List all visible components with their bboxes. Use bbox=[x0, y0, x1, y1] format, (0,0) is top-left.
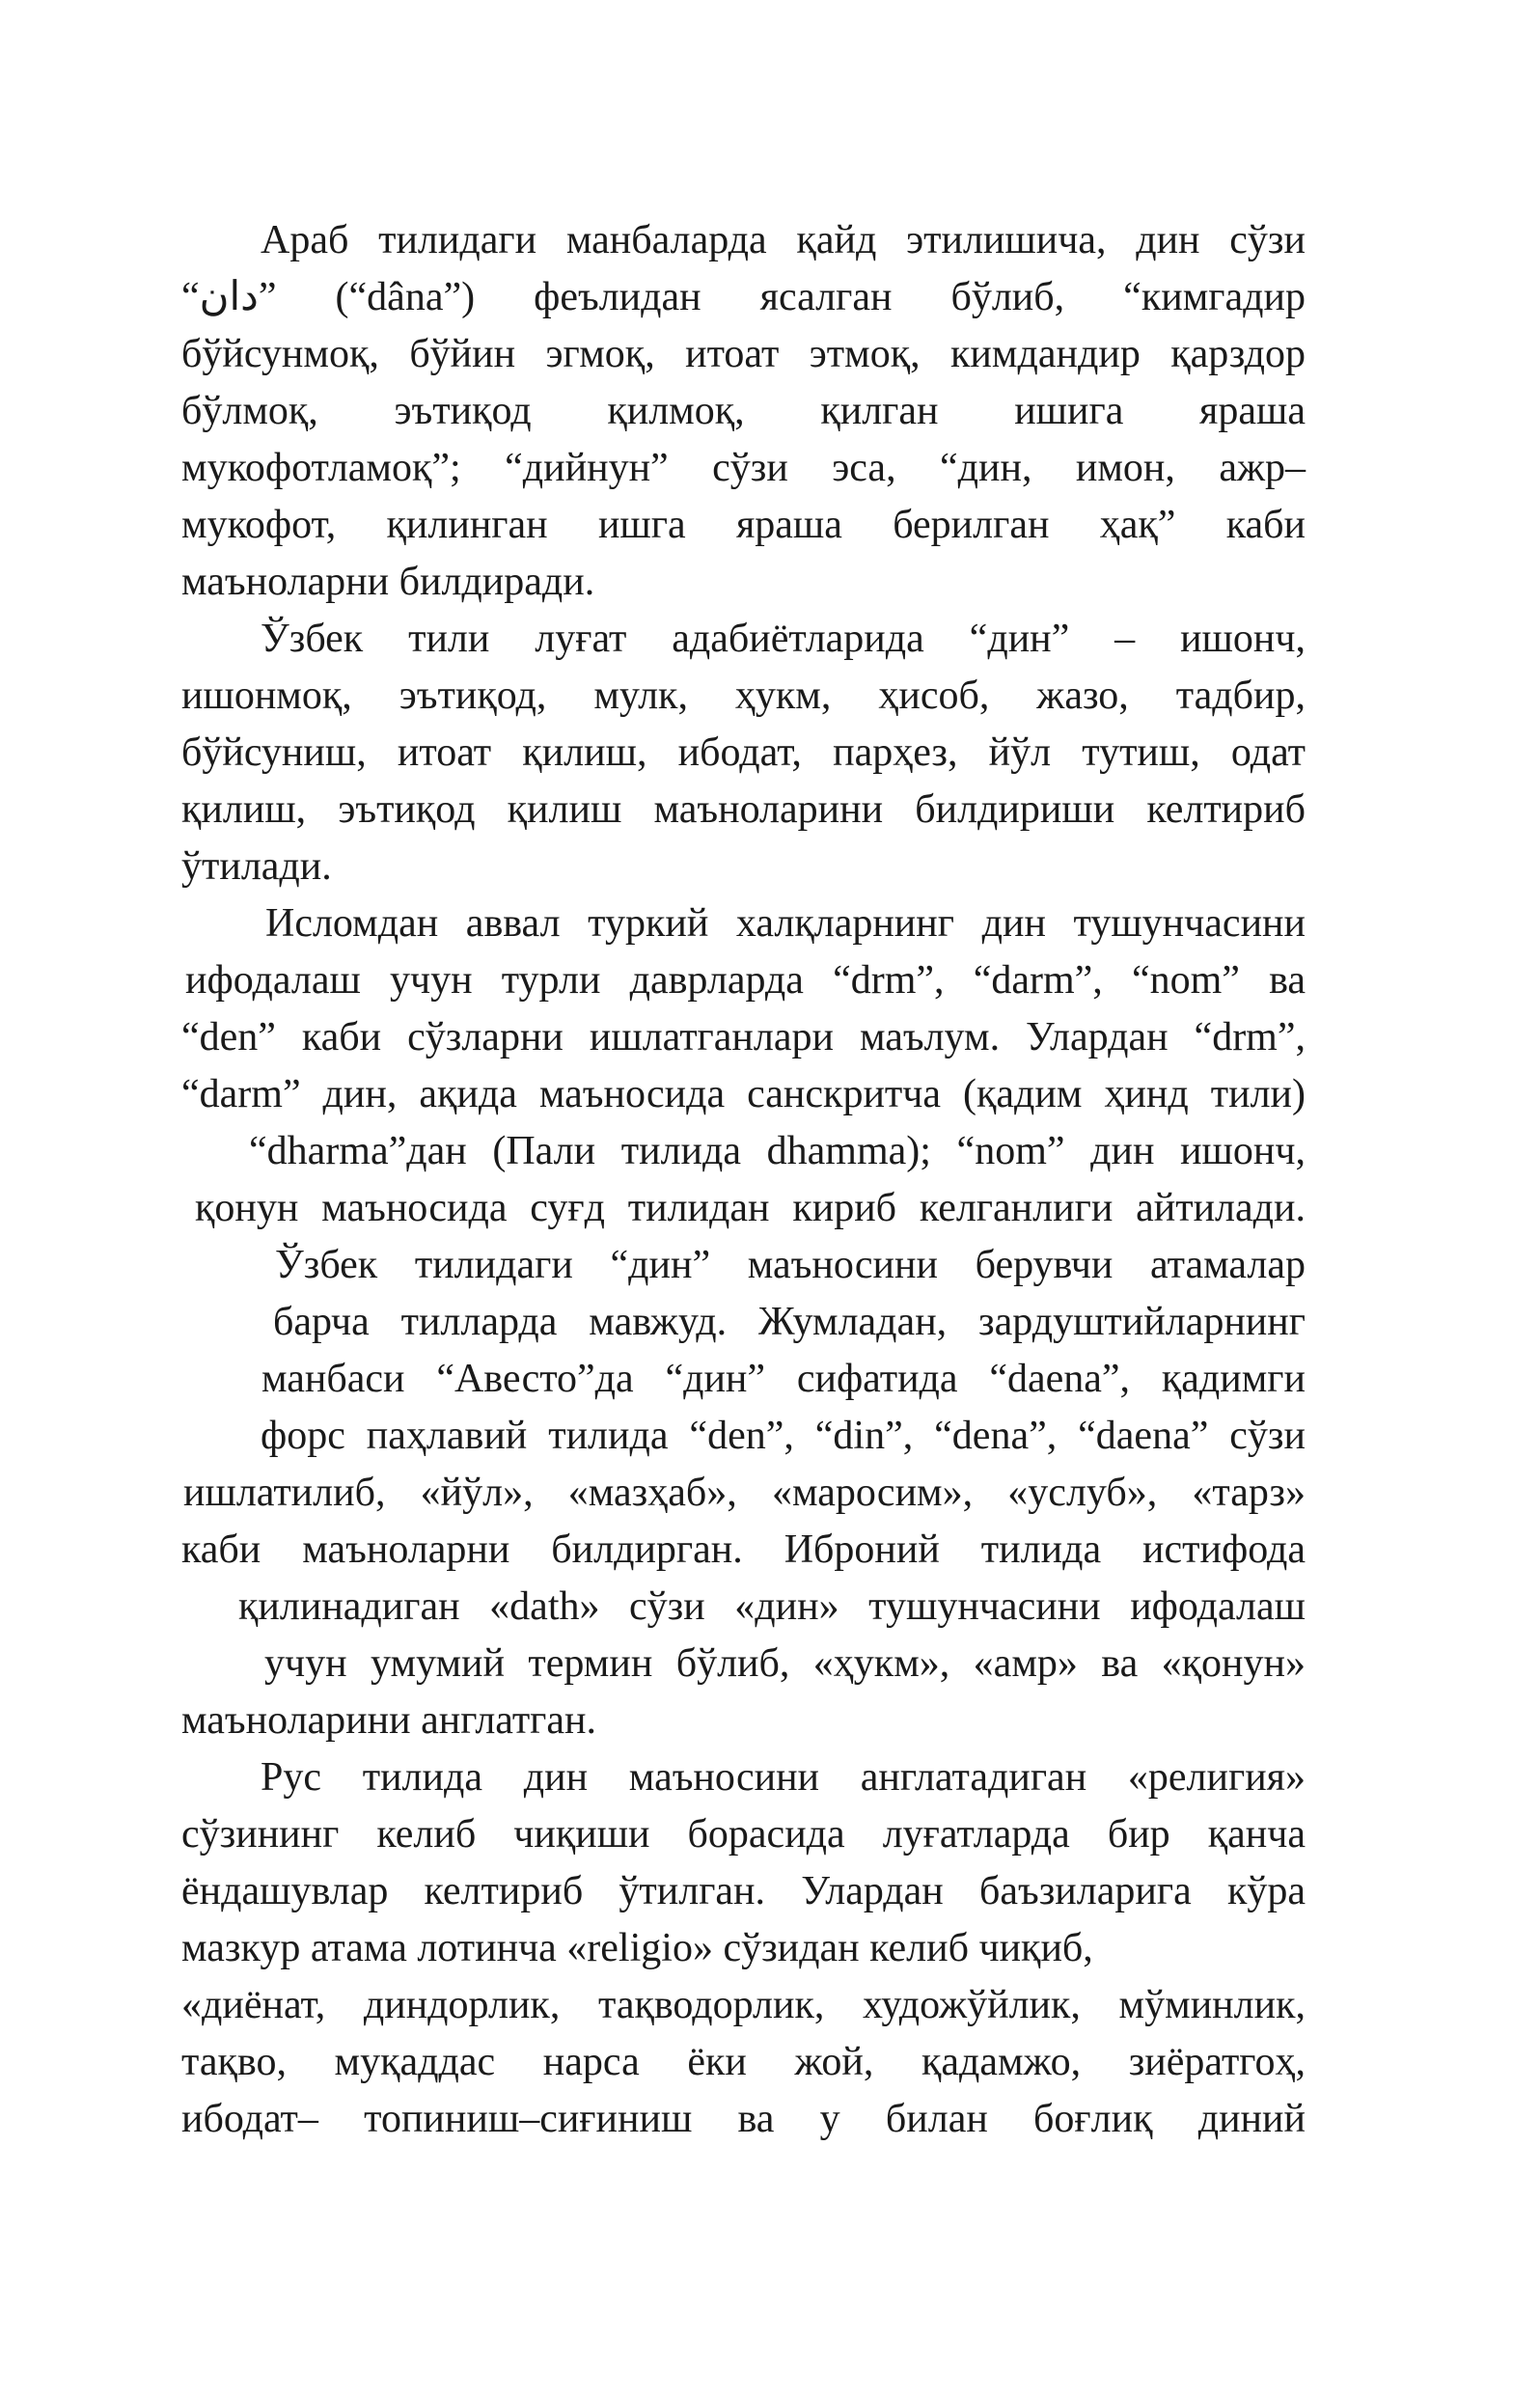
text-line: ишонмоқ, эътиқод, мулк, ҳукм, ҳисоб, жазо, тадбир, bbox=[181, 674, 1306, 718]
text-line: ўтилади. bbox=[181, 844, 332, 889]
text-line: Исломдан аввал туркий халқларнинг дин тушунчасини bbox=[265, 901, 1306, 946]
text-line: манбаси “Авесто”да “дин” сифатида “daena”, қадимги bbox=[261, 1357, 1306, 1401]
text-line: “دان” (“dâna”) феълидан ясалган бўлиб, “кимгадир bbox=[181, 275, 1306, 319]
text-line: ёндашувлар келтириб ўтилган. Улардан баъзиларига кўра bbox=[181, 1869, 1306, 1913]
text-line: ибодат– топиниш–сиғиниш ва у билан боғлиқ диний bbox=[181, 2097, 1306, 2141]
text-line: «диёнат, диндорлик, тақводорлик, художўйлик, мўминлик, bbox=[181, 1983, 1306, 2027]
text-line: мазкур атама лотинча «religio» сўзидан келиб чиқиб, bbox=[181, 1926, 1093, 1970]
text-line: сўзининг келиб чиқиши борасида луғатларда бир қанча bbox=[181, 1812, 1306, 1857]
text-line: “darm” дин, ақида маъносида санскритча (қадим ҳинд тили) bbox=[181, 1072, 1306, 1116]
text-line: ишлатилиб, «йўл», «мазҳаб», «маросим», «услуб», «тарз» bbox=[183, 1471, 1306, 1515]
text-line: “dharma”дан (Пали тилида dhamma); “nom” дин ишонч, bbox=[249, 1129, 1306, 1173]
text-line: Ўзбек тилидаги “дин” маъносини берувчи атамалар bbox=[275, 1243, 1306, 1287]
text-line: қилинадиган «dath» сўзи «дин» тушунчасини ифодалаш bbox=[238, 1584, 1306, 1629]
text-line: маъноларни билдиради. bbox=[181, 560, 595, 604]
text-line: маъноларини англатган. bbox=[181, 1698, 597, 1743]
text-line: бўйсунмоқ, бўйин эгмоқ, итоат этмоқ, кимдандир қарздор bbox=[181, 332, 1306, 376]
text-line: учун умумий термин бўлиб, «ҳукм», «амр» ва «қонун» bbox=[264, 1641, 1306, 1686]
text-line: “den” каби сўзларни ишлатганлари маълум. Улардан “drm”, bbox=[181, 1015, 1306, 1059]
text-line: каби маъноларни билдирган. Иброний тилида истифода bbox=[181, 1527, 1306, 1572]
text-line: мукофотламоқ”; “дийнун” сўзи эса, “дин, имон, ажр– bbox=[181, 446, 1306, 490]
text-line: бўлмоқ, эътиқод қилмоқ, қилган ишига яраша bbox=[181, 389, 1306, 433]
text-line: Ўзбек тили луғат адабиётларида “дин” – ишонч, bbox=[261, 617, 1306, 661]
text-line: Араб тилидаги манбаларда қайд этилишича, дин сўзи bbox=[261, 218, 1306, 262]
text-line: қилиш, эътиқод қилиш маъноларини билдириши келтириб bbox=[181, 787, 1306, 832]
text-line: бўйсуниш, итоат қилиш, ибодат, парҳез, йўл тутиш, одат bbox=[181, 730, 1306, 775]
text-line: ифодалаш учун турли даврларда “drm”, “darm”, “nom” ва bbox=[185, 958, 1306, 1003]
text-line: мукофот, қилинган ишга яраша берилган ҳақ” каби bbox=[181, 503, 1306, 547]
text-line: барча тилларда мавжуд. Жумладан, зардуштийларнинг bbox=[273, 1300, 1306, 1344]
text-line: Рус тилида дин маъносини англатадиган «религия» bbox=[261, 1755, 1306, 1800]
text-line: тақво, муқаддас нарса ёки жой, қадамжо, зиёратгоҳ, bbox=[181, 2040, 1306, 2084]
text-line: форс паҳлавий тилида “den”, “din”, “dena”, “daena” сўзи bbox=[261, 1414, 1306, 1458]
text-line: қонун маъносида суғд тилидан кириб келганлиги айтилади. bbox=[195, 1186, 1306, 1230]
